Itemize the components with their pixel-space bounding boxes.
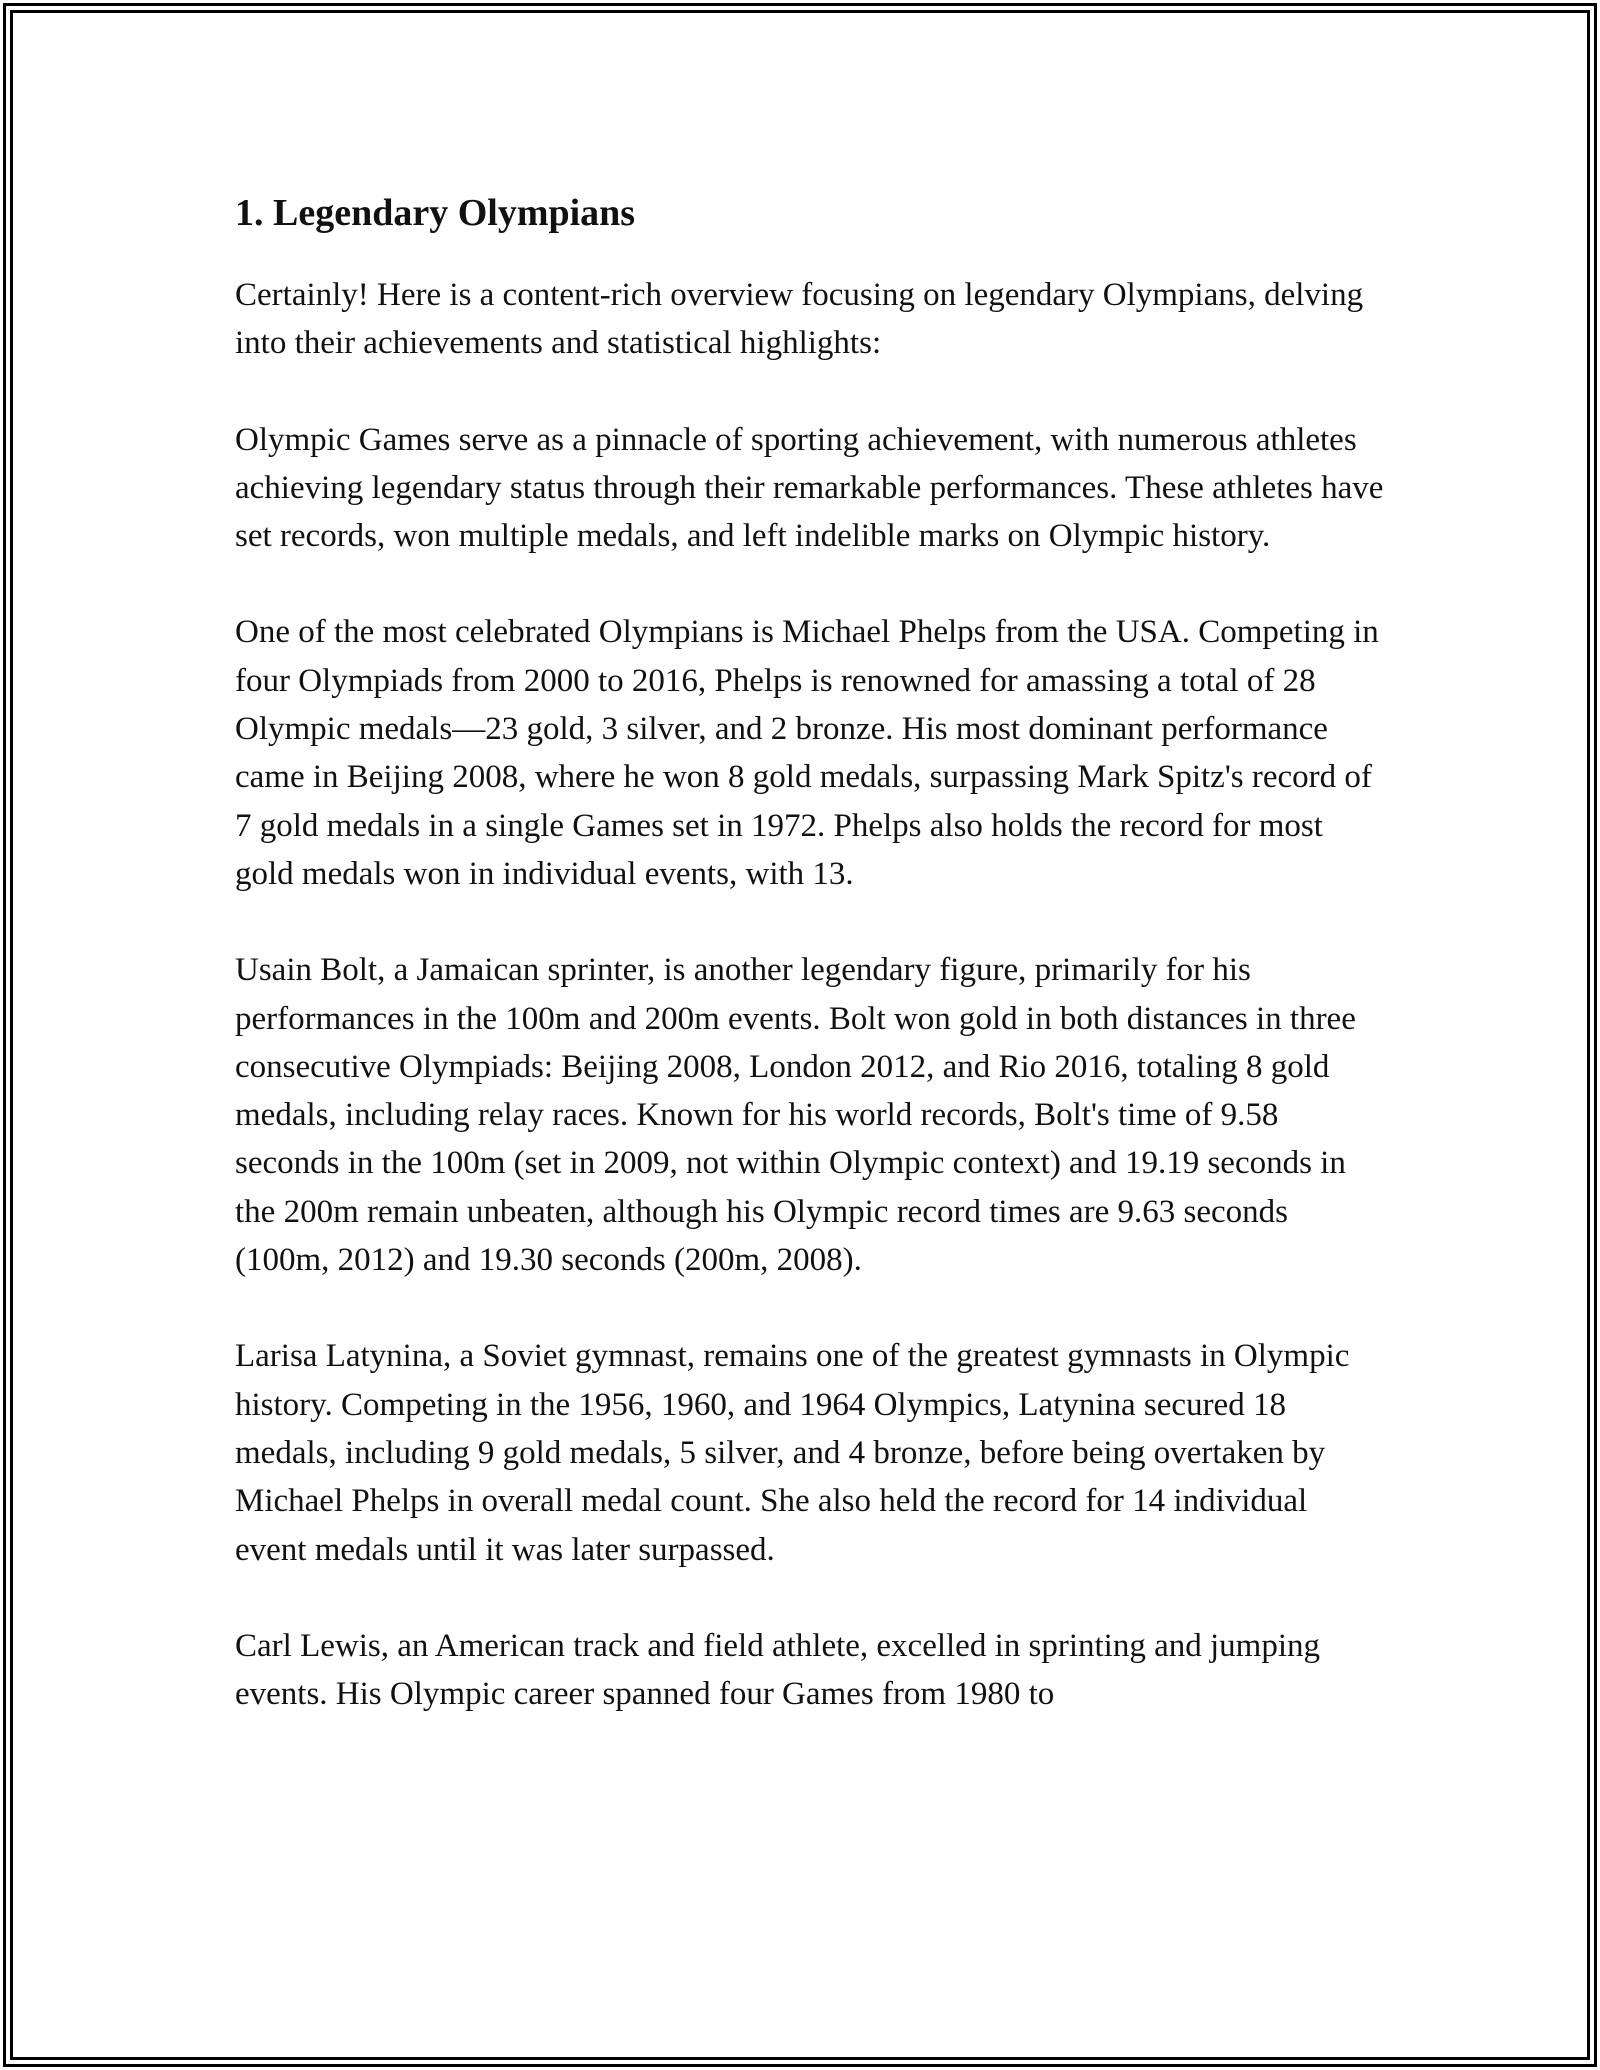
paragraph-lewis: Carl Lewis, an American track and field athlete, excelled in sprinting and jumping events. His Olympic career spanned four Games from 1980 to	[235, 1627, 1320, 1713]
section-heading: 1. Legendary Olympians	[235, 192, 636, 234]
paragraph-intro: Certainly! Here is a content-rich overview focusing on legendary Olympians, delving into their achievements and statistical highlights:	[235, 277, 1364, 362]
document-body	[235, 185, 1385, 1766]
paragraph-phelps: One of the most celebrated Olympians is Michael Phelps from the USA. Competing in four Olympiads from 2000 to 2016, Phelps is renowned for amassing a total of 28 Olympic medals—23 gold, 3 silver, and 2 bronze. His most dominant performance came in Beijing 2008, where he won 8 gold medals, surpassing Mark Spitz's record of 7 gold medals in a single Games set in 1972. Phelps also holds the record for most gold medals won in individual events, with 13.	[235, 614, 1379, 892]
paragraph-bolt: Usain Bolt, a Jamaican sprinter, is another legendary figure, primarily for his performances in the 100m and 200m events. Bolt won gold in both distances in three consecutive Olympiads: Beijing 2008, London 2012, and Rio 2016, totaling 8 gold medals, including relay races. Known for his world records, Bolt's time of 9.58 seconds in the 100m (set in 2009, not within Olympic context) and 19.19 seconds in the 200m remain unbeaten, although his Olympic record times are 9.63 seconds (100m, 2012) and 19.30 seconds (200m, 2008).	[235, 952, 1356, 1279]
paragraph-overview: Olympic Games serve as a pinnacle of sporting achievement, with numerous athletes achieving legendary status through their remarkable performances. These athletes have set records, won multiple medals, and left indelible marks on Olympic history.	[235, 421, 1384, 555]
paragraph-latynina: Larisa Latynina, a Soviet gymnast, remains one of the greatest gymnasts in Olympic history. Competing in the 1956, 1960, and 1964 Olympics, Latynina secured 18 medals, including 9 gold medals, 5 silver, and 4 bronze, before being overtaken by Michael Phelps in overall medal count. She also held the record for 14 individual event medals until it was later surpassed.	[235, 1338, 1350, 1568]
